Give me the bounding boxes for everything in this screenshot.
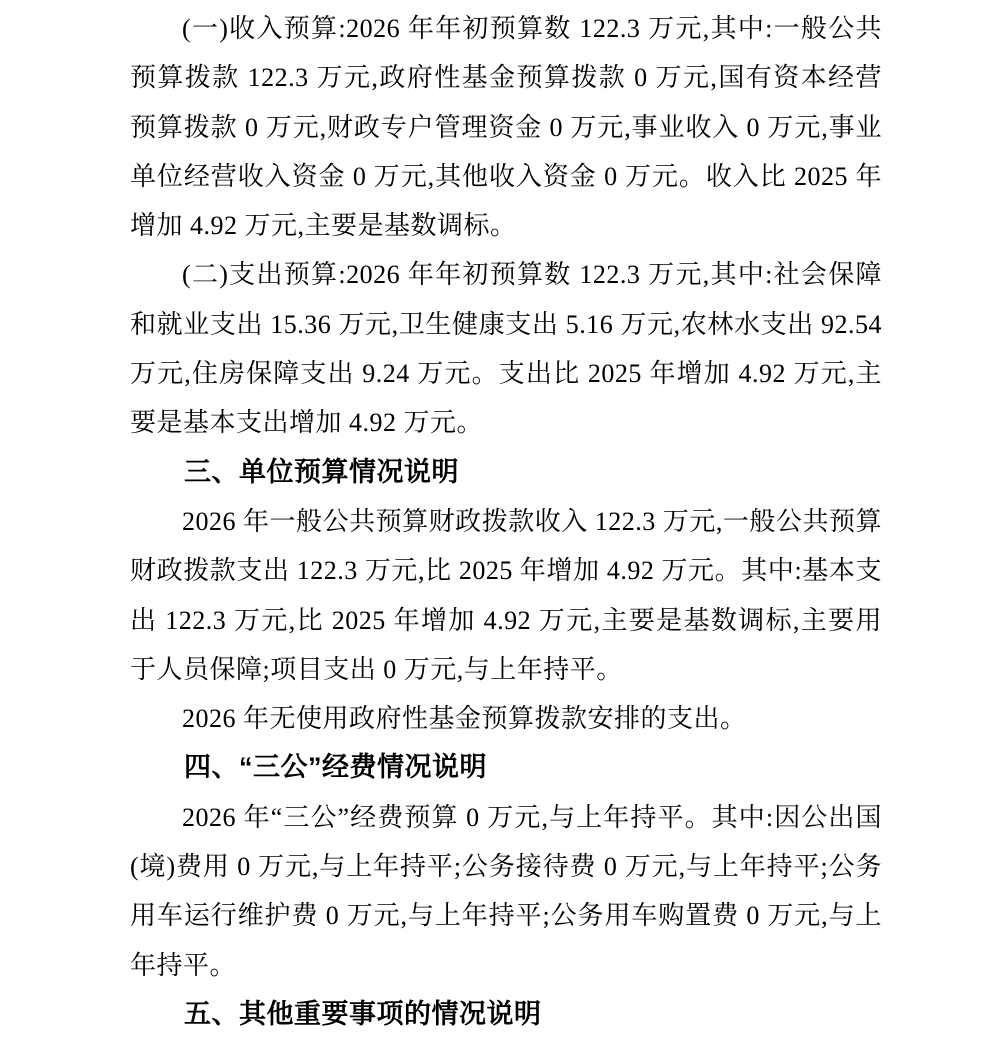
paragraph-income-budget: (一)收入预算:2026 年年初预算数 122.3 万元,其中:一般公共预算拨款 122.3 万元,政府性基金预算拨款 0 万元,国有资本经营预算拨款 0 万元,财政专户管理资金 0 万元,事业收入 0 万元,事业单位经营收入资金 0 万元,其他收入资金 0 万元。收入比 2025 年增加 4.92 万元,主要是基数调标。 xyxy=(130,14,882,241)
section-heading-unit-budget: 三、单位预算情况说明 xyxy=(184,456,459,487)
section-heading-three-public-funds: 四、“三公”经费情况说明 xyxy=(184,752,487,783)
document-body xyxy=(130,4,882,1039)
paragraph-three-public-funds-details: 2026 年“三公”经费预算 0 万元,与上年持平。其中:因公出国(境)费用 0 万元,与上年持平;公务接待费 0 万元,与上年持平;公务用车运行维护费 0 万元,与上年持平;公务用车购置费 0 万元,与上年持平。 xyxy=(130,802,882,980)
section-heading-other-important-matters: 五、其他重要事项的情况说明 xyxy=(184,998,542,1029)
paragraph-expenditure-budget: (二)支出预算:2026 年年初预算数 122.3 万元,其中:社会保障和就业支出 15.36 万元,卫生健康支出 5.16 万元,农林水支出 92.54 万元,住房保障支出 9.24 万元。支出比 2025 年增加 4.92 万元,主要是基本支出增加 4.92 万元。 xyxy=(130,260,882,438)
paragraph-government-fund-statement: 2026 年无使用政府性基金预算拨款安排的支出。 xyxy=(182,704,747,734)
paragraph-general-public-budget-details: 2026 年一般公共预算财政拨款收入 122.3 万元,一般公共预算财政拨款支出 122.3 万元,比 2025 年增加 4.92 万元。其中:基本支出 122.3 万元,比 2025 年增加 4.92 万元,主要是基数调标,主要用于人员保障;项目支出 0 万元,与上年持平。 xyxy=(130,506,882,684)
